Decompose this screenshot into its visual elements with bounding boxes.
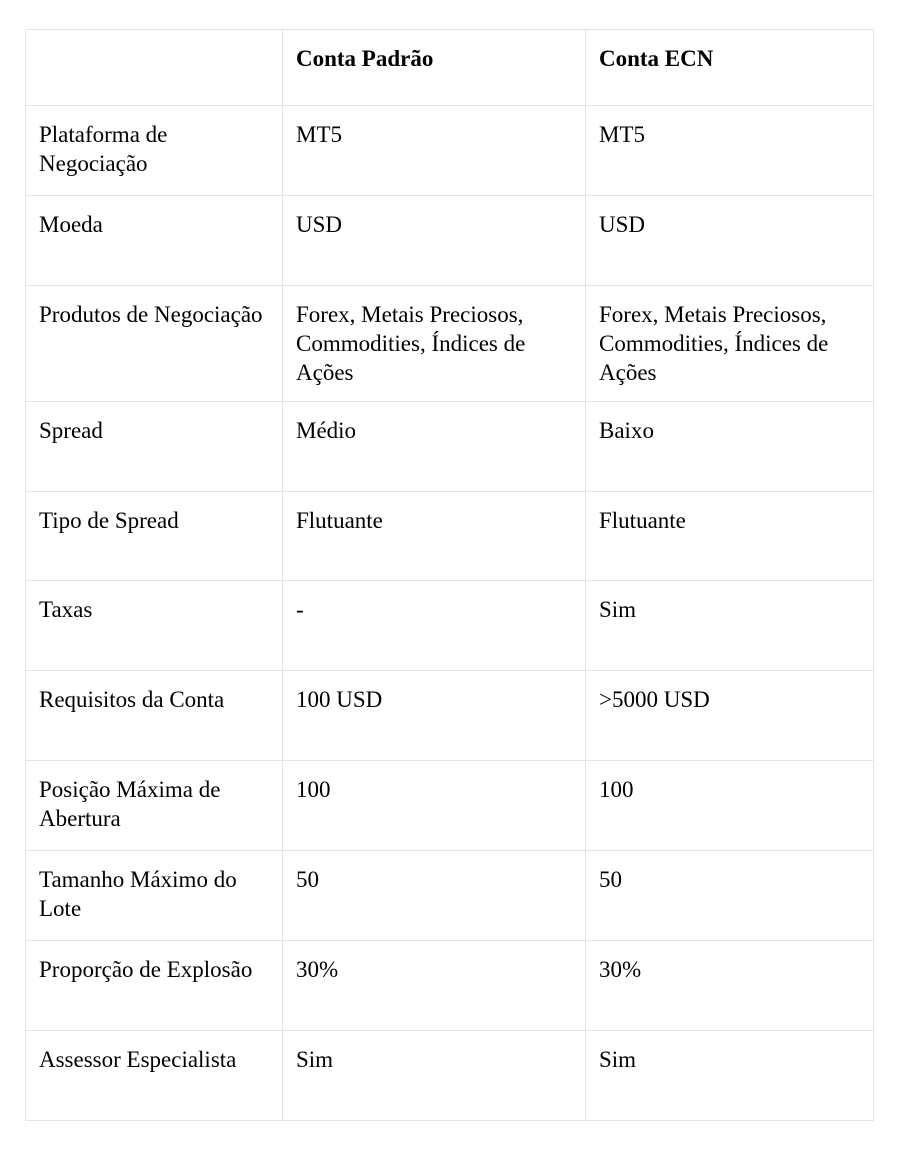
table-row — [26, 851, 874, 941]
table-row — [26, 581, 874, 671]
ecn-value: 50 — [586, 851, 874, 941]
ecn-value: Baixo — [586, 402, 874, 492]
standard-value: 100 USD — [283, 671, 586, 761]
header-standard-account: Conta Padrão — [283, 30, 586, 106]
row-label: Produtos de Negociação — [26, 286, 283, 402]
row-label: Tipo de Spread — [26, 492, 283, 581]
ecn-value: Forex, Metais Preciosos, Commodities, Índices de Ações — [586, 286, 874, 402]
ecn-value: MT5 — [586, 106, 874, 196]
table-row — [26, 402, 874, 492]
row-label: Requisitos da Conta — [26, 671, 283, 761]
row-label: Taxas — [26, 581, 283, 671]
standard-value: 50 — [283, 851, 586, 941]
ecn-value: >5000 USD — [586, 671, 874, 761]
standard-value: MT5 — [283, 106, 586, 196]
ecn-value: Sim — [586, 581, 874, 671]
row-label: Moeda — [26, 196, 283, 286]
ecn-value: USD — [586, 196, 874, 286]
standard-value: Médio — [283, 402, 586, 492]
standard-value: Sim — [283, 1031, 586, 1121]
header-row — [26, 30, 874, 106]
standard-value: 30% — [283, 941, 586, 1031]
header-empty — [26, 30, 283, 106]
table-row — [26, 286, 874, 402]
standard-value: Flutuante — [283, 492, 586, 581]
standard-value: 100 — [283, 761, 586, 851]
row-label: Posição Máxima de Abertura — [26, 761, 283, 851]
table-row — [26, 196, 874, 286]
standard-value: USD — [283, 196, 586, 286]
row-label: Proporção de Explosão — [26, 941, 283, 1031]
ecn-value: Sim — [586, 1031, 874, 1121]
row-label: Spread — [26, 402, 283, 492]
header-ecn-account: Conta ECN — [586, 30, 874, 106]
table-row — [26, 671, 874, 761]
table-row — [26, 941, 874, 1031]
table-row — [26, 106, 874, 196]
row-label: Plataforma de Negociação — [26, 106, 283, 196]
table-row — [26, 492, 874, 581]
table-row — [26, 761, 874, 851]
row-label: Tamanho Máximo do Lote — [26, 851, 283, 941]
account-comparison-table — [25, 29, 874, 1121]
ecn-value: 30% — [586, 941, 874, 1031]
table-row — [26, 1031, 874, 1121]
row-label: Assessor Especialista — [26, 1031, 283, 1121]
standard-value: - — [283, 581, 586, 671]
standard-value: Forex, Metais Preciosos, Commodities, Índices de Ações — [283, 286, 586, 402]
ecn-value: 100 — [586, 761, 874, 851]
ecn-value: Flutuante — [586, 492, 874, 581]
